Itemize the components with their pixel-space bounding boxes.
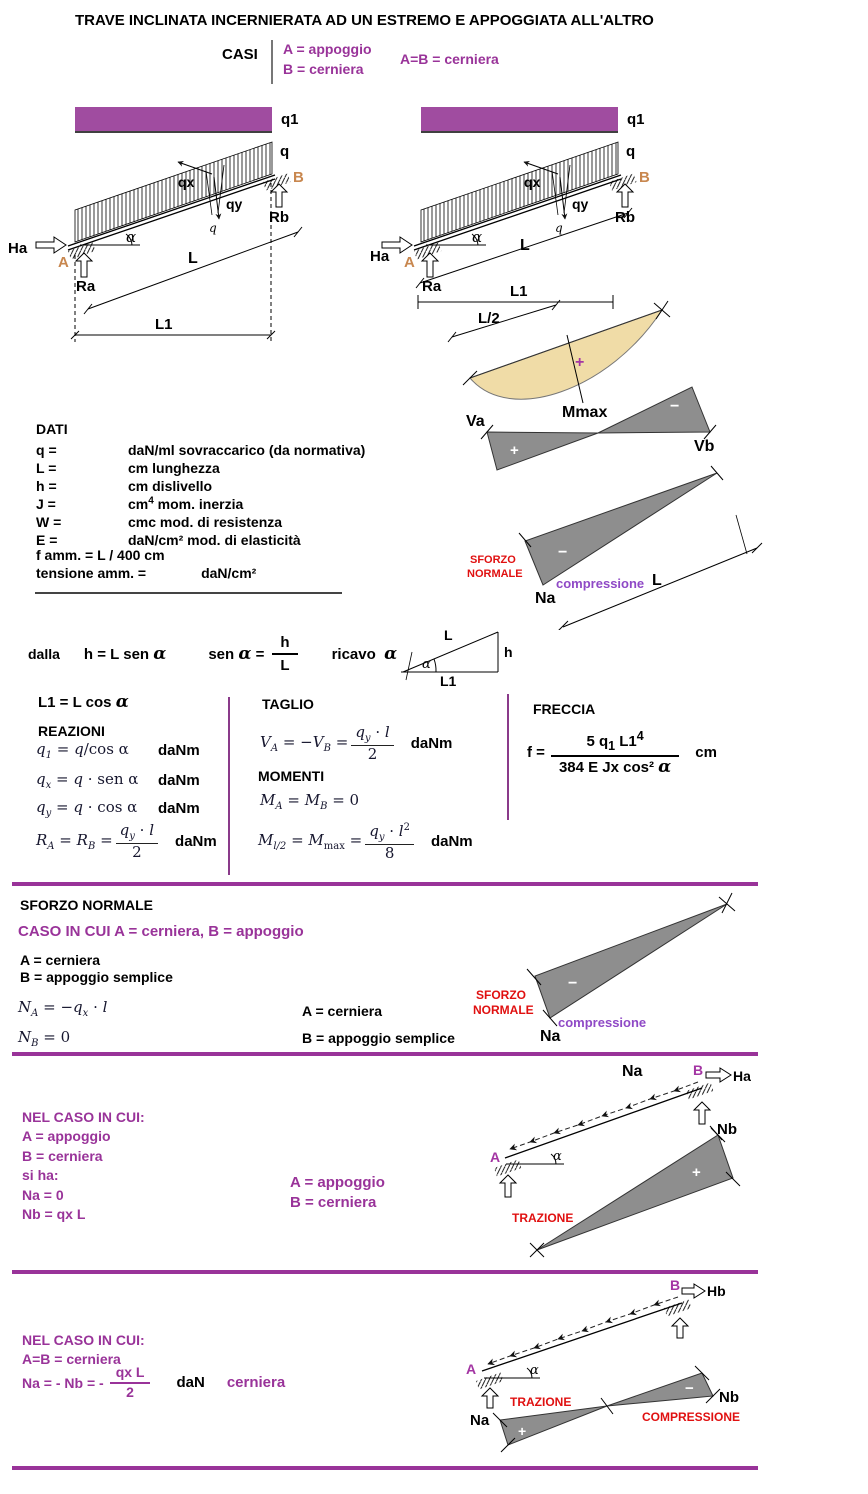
tri-l-label: L: [444, 627, 453, 643]
section-rule-2: [12, 1052, 758, 1056]
sforzo-label: SFORZO: [470, 554, 516, 566]
mmax-fraction: $\frac{q_y \cdot l^2}{8}$: [365, 822, 414, 862]
beam-line: [505, 1088, 702, 1158]
ricavo-label: ricavo α: [331, 643, 398, 664]
l1-dim-label: L1: [155, 316, 173, 333]
s1-b-line: B = appoggio semplice: [20, 969, 173, 985]
caso-heading: CASO IN CUI A = cerniera, B = appoggio: [18, 923, 304, 940]
q1-label: q1: [627, 111, 645, 128]
s3-f-lhs: Na = - Nb = -: [22, 1374, 104, 1391]
casi-label: CASI: [222, 46, 258, 63]
l-label: L: [652, 572, 662, 589]
plus-sign: +: [692, 1164, 701, 1181]
qx-label: qx: [524, 174, 541, 190]
node-a-label: A: [404, 254, 415, 271]
node-a-label: A: [490, 1149, 501, 1165]
mmax-unit: daNm: [430, 833, 473, 851]
node-b-label: B: [639, 169, 650, 186]
sforzo-normale-heading: SFORZO NORMALE: [20, 897, 153, 913]
shear-diagram-positive: [487, 432, 598, 470]
s3-formula-row: [22, 1364, 285, 1401]
hb-arrow-icon: [682, 1284, 705, 1298]
compressione-label: COMPRESSIONE: [642, 1410, 741, 1424]
normal-triangle: [535, 904, 727, 1018]
dati-desc: cm lunghezza: [128, 459, 220, 476]
dati-row: [36, 492, 365, 510]
compressione-label: compressione: [556, 576, 645, 591]
dati-row: [36, 528, 365, 546]
rb-arrow-icon: [672, 1318, 688, 1338]
momenti-heading: MOMENTI: [258, 768, 325, 784]
formula-divider-1: [228, 697, 230, 875]
l1-cos-formula: L1 = L cos α: [38, 692, 129, 712]
normal-force-diagram-s1: [450, 886, 868, 1050]
tri-l1-label: L1: [440, 673, 457, 689]
qx-unit: daNm: [158, 772, 200, 789]
casi-divider: [271, 40, 273, 84]
s2-mid-b: B = cerniera: [290, 1194, 377, 1211]
ma-formula-row: $M_A = M_B = 0$: [260, 791, 360, 812]
freccia-formula-row: [527, 727, 717, 779]
s1-mid-b: B = appoggio semplice: [302, 1030, 455, 1046]
beam-diagram-case2: [370, 95, 868, 630]
s3-line1: NEL CASO IN CUI:: [22, 1332, 145, 1348]
case2-label: A=B = cerniera: [400, 51, 499, 67]
q1-label: q1: [281, 111, 299, 128]
ha-label: Ha: [8, 240, 28, 257]
q-label: q: [280, 143, 290, 160]
dati-symbol: W =: [36, 513, 62, 530]
l-dim-label: L: [188, 250, 198, 267]
dati-desc: cm dislivello: [128, 477, 213, 494]
minus-sign: −: [685, 1380, 694, 1397]
f-unit: cm: [695, 744, 717, 762]
s3-line2: A=B = cerniera: [22, 1351, 121, 1367]
dati-row: [36, 474, 365, 492]
tri-h-label: h: [504, 644, 513, 660]
mmax-label: Mmax: [562, 404, 608, 421]
qy-label: qy: [572, 196, 589, 212]
beam-line: [482, 1303, 682, 1371]
shear-diagram-negative: [598, 387, 710, 433]
mmax-formula-row: $M_{l/2} = M_{max}$ = $\frac{q_y \cdot l^2}{8}$ daNm: [258, 822, 473, 862]
s2-line: B = cerniera: [22, 1147, 103, 1164]
node-a-label: A: [466, 1361, 477, 1377]
axial-load-arrows: [488, 1297, 678, 1364]
traction-triangle: [500, 1406, 607, 1445]
q-small-label: q: [209, 221, 217, 235]
taglio-heading: TAGLIO: [262, 696, 314, 712]
ra-label: Ra: [422, 278, 442, 295]
ra-unit: daNm: [175, 832, 217, 850]
na-label: Na: [540, 1028, 561, 1045]
s2-text-block: [22, 1108, 145, 1224]
dati-symbol: J =: [36, 495, 56, 512]
dati-desc: $cm^4$ mom. inerzia: [128, 495, 244, 512]
alpha-label: α: [472, 228, 483, 246]
rb-arrow-icon: [694, 1102, 710, 1124]
ha-arrow-icon: [36, 237, 66, 253]
load-bar-q1: [421, 107, 618, 131]
s2-line: NEL CASO IN CUI:: [22, 1109, 145, 1125]
rb-label: Rb: [269, 209, 289, 226]
va-unit: daNm: [410, 734, 453, 752]
s3-unit: daN: [176, 1374, 205, 1391]
support-b-hatch: [664, 1300, 692, 1317]
qy-unit: daNm: [158, 800, 200, 817]
dati-row: [36, 456, 365, 474]
na-label: Na: [535, 590, 556, 607]
l-dim-label: L: [520, 237, 530, 254]
va-fraction: $\frac{q_y \cdot l}{2}$: [351, 724, 393, 763]
ra-label: Ra: [76, 278, 96, 295]
q1-formula-row: $q_1 = q/\cos$ α daNm: [36, 740, 200, 761]
qx-formula-row: $q_x = q$ · sen α daNm: [36, 770, 200, 791]
axial-load-arrows: [510, 1082, 698, 1149]
s2-line: A = appoggio: [22, 1128, 111, 1145]
dati-desc: cmc mod. di resistenza: [128, 513, 283, 530]
trazione-label: TRAZIONE: [512, 1211, 574, 1225]
traction-diagram-s2: [430, 1060, 868, 1270]
node-b-label: B: [293, 169, 304, 186]
dati-row: [36, 438, 365, 456]
freccia-heading: FRECCIA: [533, 701, 596, 717]
dati-heading: DATI: [36, 421, 68, 437]
s1-a-line: A = cerniera: [20, 952, 101, 968]
case1-line1: A = appoggio: [283, 41, 372, 57]
angle-triangle-diagram: [398, 624, 518, 690]
s1-mid-a: A = cerniera: [302, 1003, 383, 1019]
sforzo-label: SFORZO: [476, 988, 526, 1002]
shear-plus-sign: +: [510, 442, 519, 459]
normale-label: NORMALE: [467, 568, 523, 580]
minus-sign: −: [568, 975, 578, 992]
normal-force-diagram: [525, 473, 717, 585]
section-rule-3: [12, 1270, 758, 1274]
compression-triangle: [607, 1373, 713, 1406]
qy-formula-row: $q_y = q \cdot \cos \alpha$ daNm: [36, 798, 200, 819]
dati-symbol: h =: [36, 477, 57, 494]
alpha-label: α: [553, 1149, 562, 1164]
trig-row: [28, 634, 397, 674]
h-formula: h = L sen α: [83, 643, 167, 664]
s2-line: Na = 0: [22, 1186, 64, 1203]
nb-label: Nb: [719, 1389, 739, 1406]
na-label: Na: [470, 1412, 490, 1429]
s2-mid-a: A = appoggio: [290, 1174, 385, 1191]
s2-line: Nb = qx L: [22, 1206, 86, 1223]
ha-label: Ha: [370, 248, 390, 265]
va-formula-row: $V_A = -V_B$ = $\frac{q_y \cdot l}{2}$ daNm: [260, 723, 453, 763]
l-half-dim-label: L/2: [478, 310, 500, 327]
plus-sign: +: [518, 1423, 527, 1439]
moment-plus-sign: +: [575, 354, 585, 371]
nb-label: Nb: [717, 1121, 737, 1138]
nb-formula: $N_B = 0$: [18, 1028, 71, 1049]
sen-formula: sen α =: [208, 643, 265, 664]
dati-symbol: q =: [36, 441, 57, 458]
alpha-label: α: [530, 1363, 539, 1378]
s2-line: si ha:: [22, 1167, 59, 1184]
hb-label: Hb: [707, 1283, 726, 1299]
f-lhs: f =: [527, 744, 545, 762]
sen-fraction: $\frac{h}{L}$: [272, 632, 297, 677]
node-a-label: A: [58, 254, 69, 271]
dati-underline: [35, 592, 342, 594]
va-label: Va: [466, 413, 485, 430]
dati-block: [36, 420, 365, 582]
na-label: Na: [622, 1063, 643, 1080]
tri-alpha-label: α: [422, 657, 431, 672]
dati-symbol: E =: [36, 531, 58, 548]
ra-arrow-icon: [482, 1388, 498, 1408]
ha-label: Ha: [733, 1068, 751, 1084]
node-b-label: B: [693, 1062, 704, 1078]
case1-line2: B = cerniera: [283, 61, 364, 77]
formula-divider-2: [507, 694, 509, 820]
support-a-hatch: [476, 1373, 504, 1390]
page-title: TRAVE INCLINATA INCERNIERATA AD UN ESTREMO E APPOGGIATA ALL'ALTRO: [75, 12, 654, 29]
load-bar-q1: [75, 107, 272, 131]
q-small-label: q: [555, 221, 563, 235]
normal-minus-sign: −: [558, 544, 568, 561]
na-formula: $N_A = -q_x \cdot l$: [18, 998, 108, 1019]
distributed-load-hatch: [75, 142, 272, 242]
reazioni-heading: REAZIONI: [38, 723, 105, 739]
s3-fraction: qx L 2: [110, 1364, 151, 1401]
ha-arrow-icon: [706, 1068, 731, 1082]
alpha-label: α: [126, 228, 137, 246]
vb-label: Vb: [694, 438, 715, 455]
ra-fraction: $\frac{q_y \cdot l}{2}$: [116, 822, 158, 861]
rb-label: Rb: [615, 209, 635, 226]
distributed-load-hatch: [421, 142, 618, 242]
qx-label: qx: [178, 174, 195, 190]
dati-desc: daN/ml sovraccarico (da normativa): [128, 441, 366, 458]
dati-row: [36, 510, 365, 528]
tensione-line: tensione amm. = daN/cm²: [36, 565, 257, 581]
traction-triangle: [537, 1135, 733, 1250]
dati-desc: daN/cm² mod. di elasticità: [128, 531, 301, 548]
q-label: q: [626, 143, 636, 160]
node-b-label: B: [670, 1278, 681, 1293]
dalla-label: dalla: [28, 646, 60, 662]
normale-label: NORMALE: [473, 1003, 534, 1017]
ra-formula-row: $R_A = R_B$ = $\frac{q_y \cdot l}{2}$ daNm: [36, 821, 217, 861]
beam-diagram-case1: [0, 95, 360, 345]
shear-minus-sign: −: [670, 398, 680, 415]
q1-unit: daNm: [158, 742, 200, 759]
f-amm-line: f amm. = L / 400 cm: [36, 547, 165, 563]
dati-symbol: L =: [36, 459, 57, 476]
compressione-label: compressione: [558, 1015, 647, 1030]
traction-compression-diagram-s3: [430, 1278, 868, 1464]
s3-note: cerniera: [226, 1374, 286, 1391]
l1-dim-label: L1: [510, 283, 528, 300]
f-fraction: $\frac{5 q_1 L1^4}{\text{384 E Jx cos² α}}$: [551, 727, 679, 779]
qy-label: qy: [226, 196, 243, 212]
trazione-label: TRAZIONE: [510, 1395, 572, 1409]
section-rule-4: [12, 1466, 758, 1470]
ra-arrow-icon: [500, 1175, 516, 1197]
